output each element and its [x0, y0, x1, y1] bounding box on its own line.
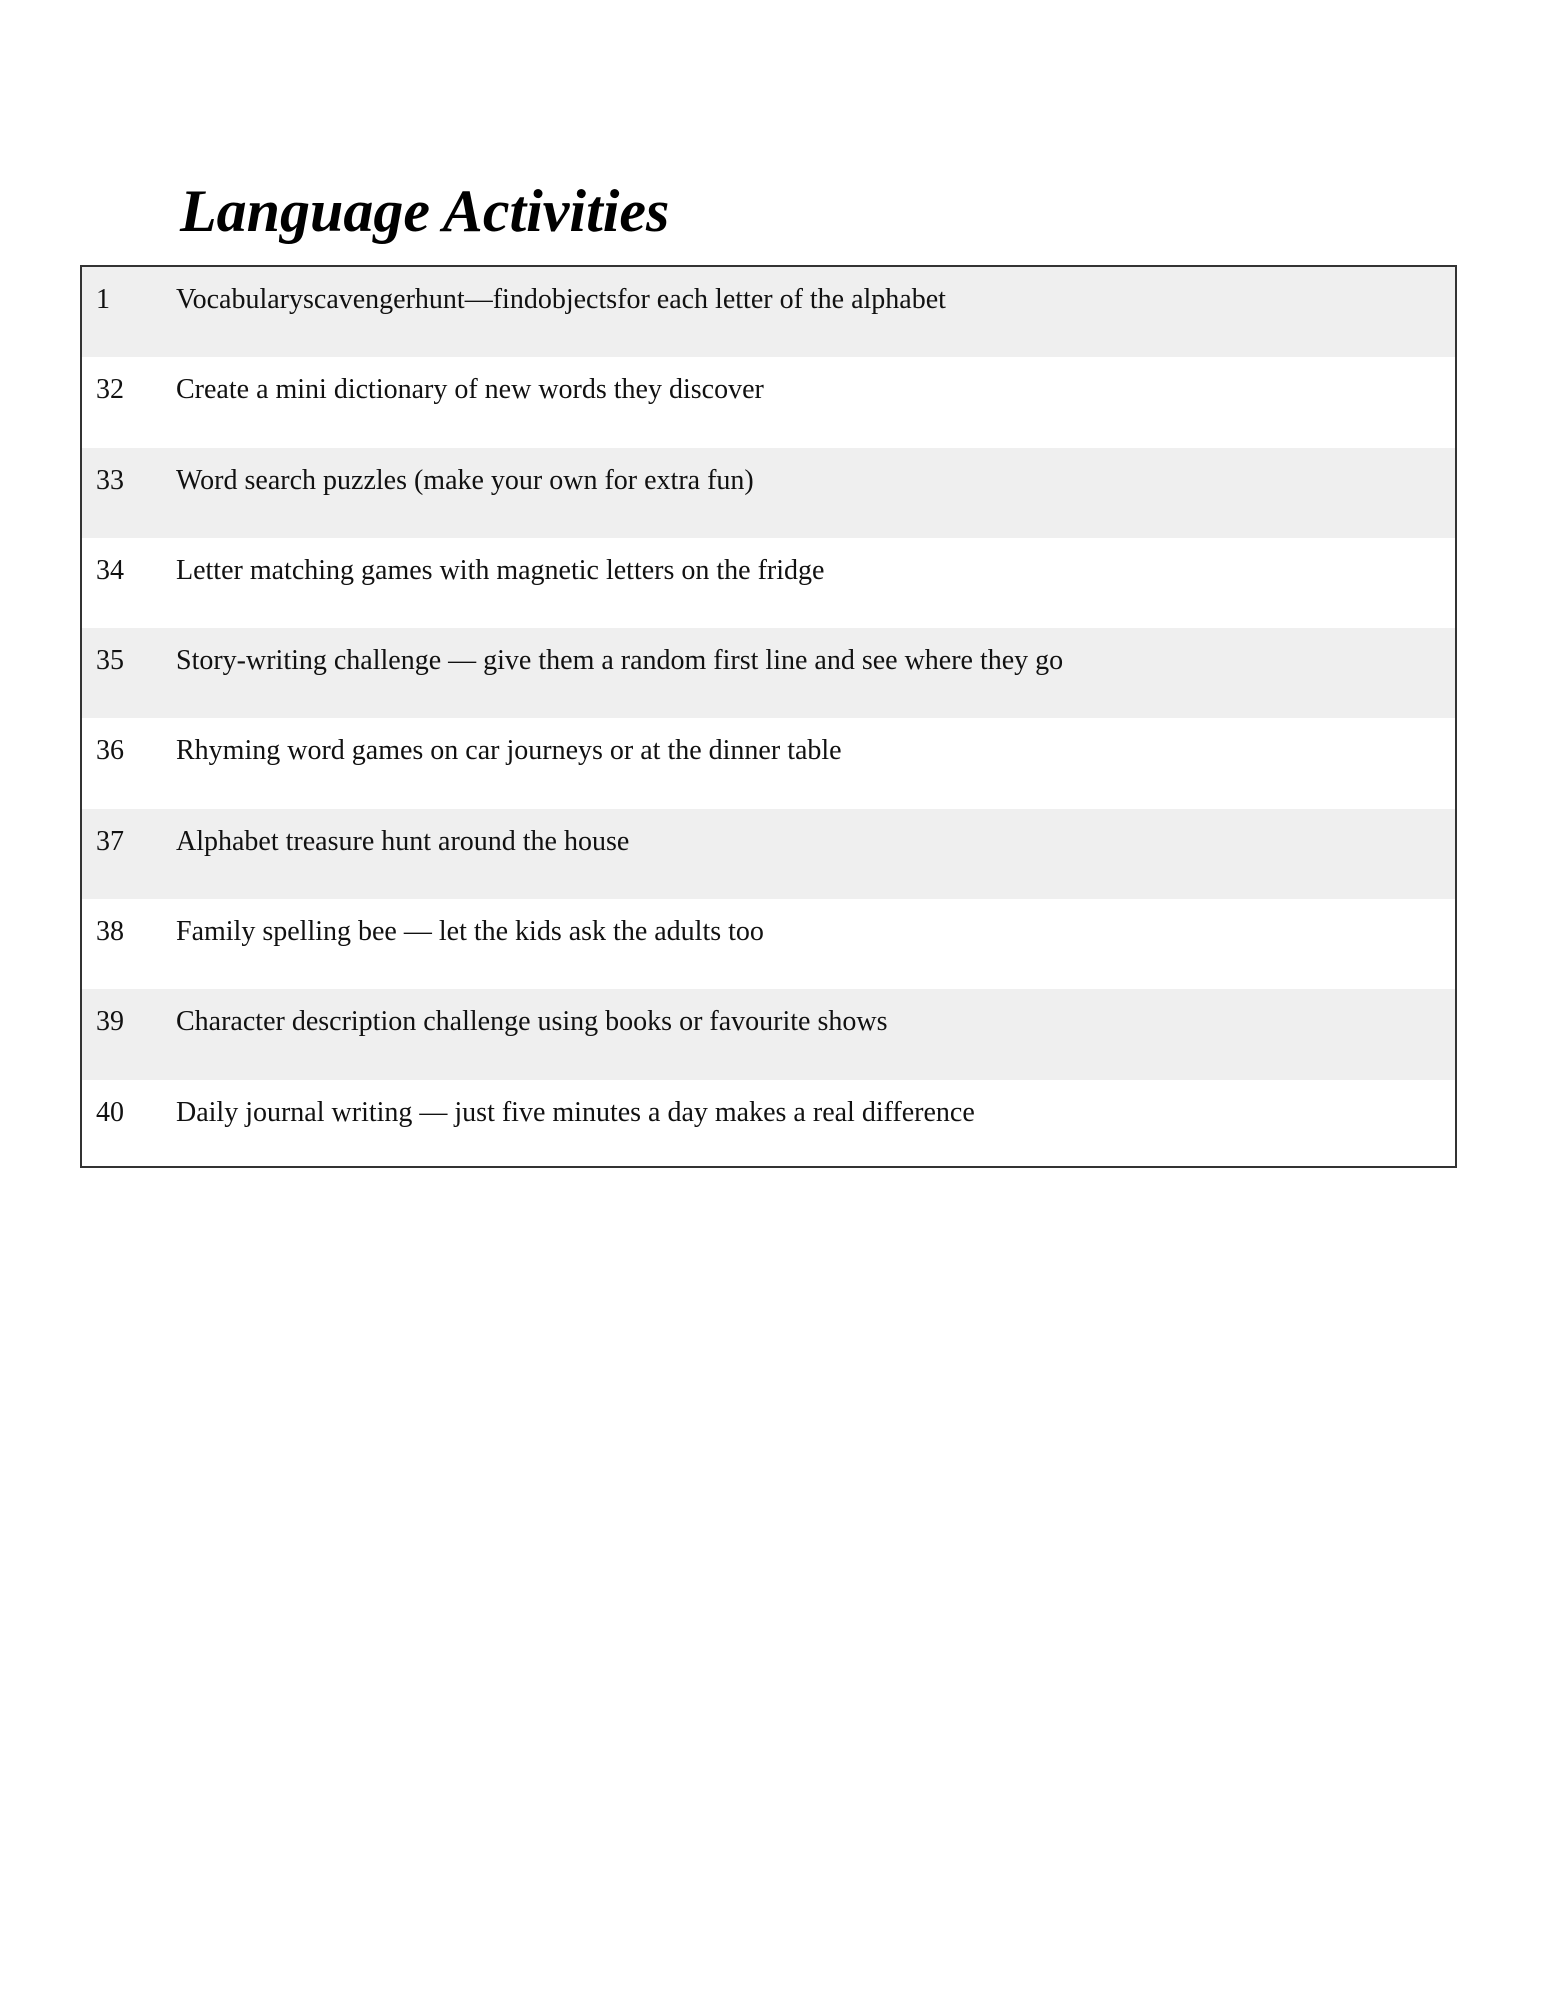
activity-row [82, 899, 1455, 989]
activity-text: Letter matching games with magnetic letters on the fridge [176, 554, 825, 586]
activity-number: 32 [96, 374, 124, 406]
activity-number: 38 [96, 916, 124, 948]
activity-text: Vocabularyscavengerhunt—findobjectsfor each letter of the alphabet [176, 284, 946, 315]
activity-text: Family spelling bee — let the kids ask the adults too [176, 916, 764, 948]
activity-number: 39 [96, 1006, 124, 1038]
activity-row [82, 267, 1455, 357]
activity-number: 36 [96, 735, 124, 767]
activity-number: 35 [96, 645, 124, 677]
activity-text: Rhyming word games on car journeys or at the dinner table [176, 735, 842, 767]
activity-text: Character description challenge using books or favourite shows [176, 1006, 888, 1038]
activity-number: 1 [96, 284, 110, 315]
activity-row [82, 448, 1455, 538]
activities-table [80, 265, 1457, 1168]
activity-row [82, 989, 1455, 1079]
activity-row [82, 538, 1455, 628]
page-title: Language Activities [180, 178, 670, 244]
activity-text: Create a mini dictionary of new words they discover [176, 374, 764, 406]
activity-row [82, 357, 1455, 447]
activity-row [82, 718, 1455, 808]
activity-number: 34 [96, 554, 124, 586]
activity-number: 40 [96, 1096, 124, 1128]
activity-number: 33 [96, 464, 124, 496]
activity-row [82, 1080, 1455, 1170]
activity-text: Word search puzzles (make your own for extra fun) [176, 464, 754, 496]
activity-row [82, 809, 1455, 899]
activity-number: 37 [96, 825, 124, 857]
activity-text: Alphabet treasure hunt around the house [176, 825, 630, 857]
activity-text: Daily journal writing — just five minutes a day makes a real difference [176, 1096, 975, 1128]
activity-text: Story-writing challenge — give them a random first line and see where they go [176, 645, 1064, 677]
activity-row [82, 628, 1455, 718]
